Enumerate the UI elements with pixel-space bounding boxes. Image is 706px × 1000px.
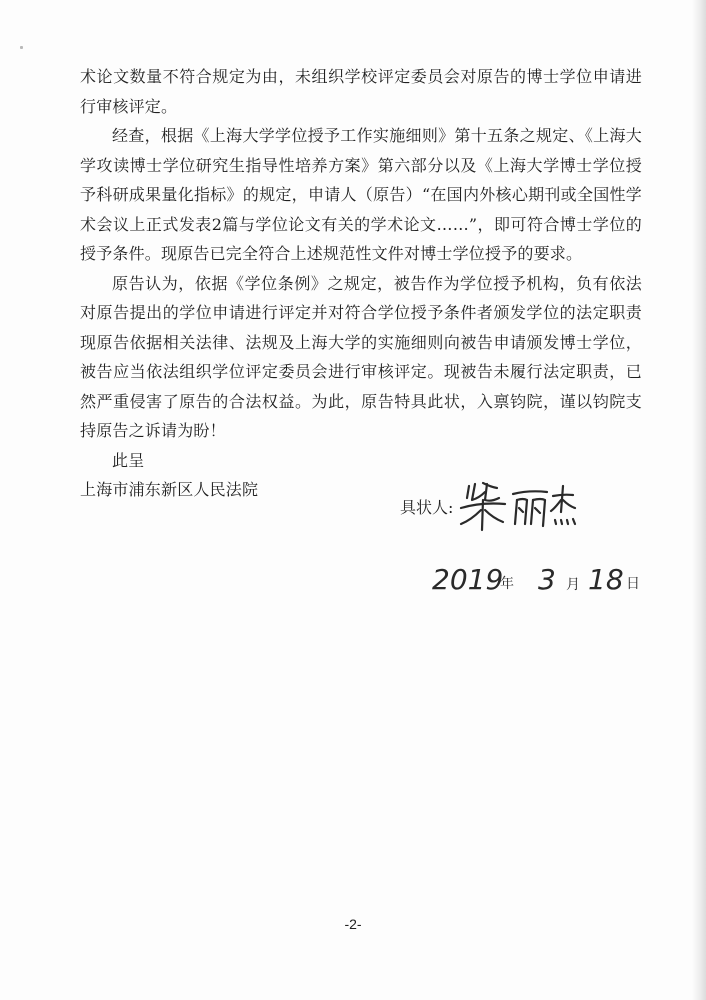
addressee-court: 上海市浦东新区人民法院: [80, 480, 259, 499]
date-year-unit: 年: [500, 576, 514, 592]
scan-edge-shadow: [692, 0, 706, 1000]
date-month: 3: [538, 563, 556, 596]
handwritten-date: [432, 555, 642, 605]
date-day: 18: [588, 563, 624, 596]
paragraph-1: 术论文数量不符合规定为由，未组织学校评定委员会对原告的博士学位申请进行审核评定。: [80, 67, 642, 116]
handwritten-signature: [455, 478, 585, 534]
signature-date: [432, 555, 642, 605]
date-month-unit: 月: [566, 577, 580, 593]
signature-block: [400, 476, 585, 536]
scan-speck: [20, 46, 23, 49]
signature-label: 具状人:: [400, 497, 454, 517]
paragraph-2: 经查，根据《上海大学学位授予工作实施细则》第十五条之规定、《上海大学攻读博士学位研究生指导性培养方案》第六部分以及《上海大学博士学位授予科研成果量化指标》的规定，申请人（原告）“在国内外核心期刊或全国性学术会议上正式发表2篇与学位论文有关的学术论文……”，即可符合博士学位的授予条件。现原告已完全符合上述规范性文件对博士学位授予的要求。: [80, 126, 642, 263]
closing-phrase: 此呈: [112, 450, 145, 470]
paragraph-3: 原告认为，依据《学位条例》之规定，被告作为学位授予机构，负有依法对原告提出的学位申请进行评定并对符合学位授予条件者颁发学位的法定职责现原告依据相关法律、法规及上海大学的实施细则向被告申请颁发博士学位，被告应当依法组织学位评定委员会进行审核评定。现被告未履行法定职责，已然严重侵害了原告的合法权益。为此，原告特具此状，入禀钧院，谨以钧院支持原告之诉请为盼！: [80, 273, 642, 440]
document-body: [80, 62, 642, 505]
date-year: 2019: [432, 563, 504, 596]
page-number: -2-: [344, 916, 362, 932]
date-day-unit: 日: [626, 576, 640, 592]
